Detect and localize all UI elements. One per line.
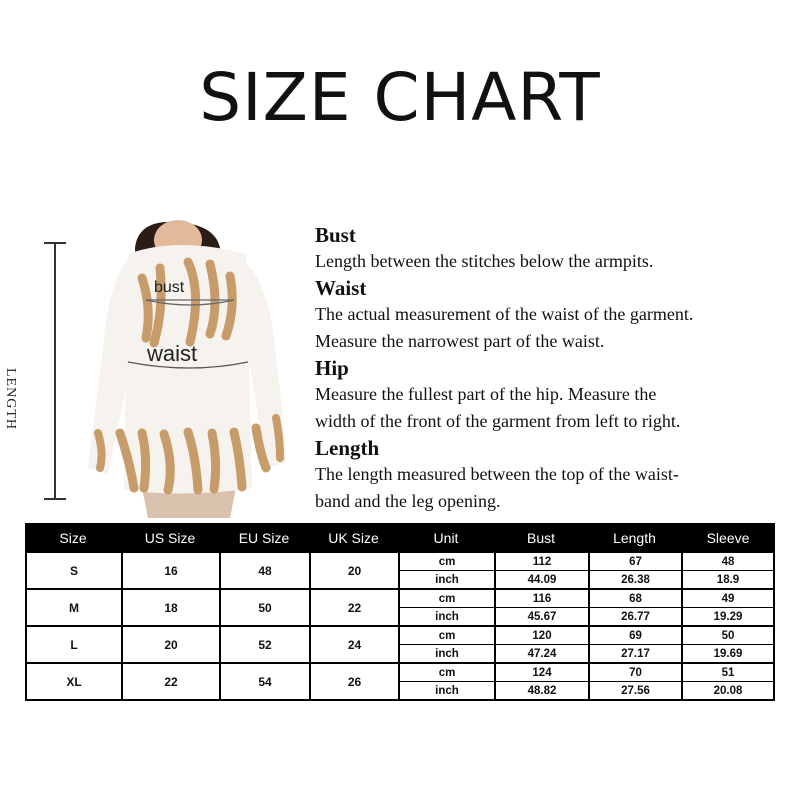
- table-body: [25, 553, 775, 701]
- us-size-cell: 18: [123, 590, 221, 625]
- bust-cell: 124: [496, 664, 590, 681]
- bust-cell: 48.82: [496, 682, 590, 699]
- size-table: [25, 523, 775, 701]
- sleeve-cell: 49: [721, 592, 735, 605]
- uk-size-cell: 24: [311, 627, 400, 662]
- unit-cell: cm: [400, 664, 496, 681]
- definition-text: Length between the stitches below the armpits.: [315, 251, 654, 271]
- table-row: [27, 588, 773, 625]
- length-cell: 69: [590, 627, 683, 644]
- definitions-list: [315, 222, 785, 515]
- uk-size-cell: 22: [311, 590, 400, 625]
- bust-cell: 47.24: [496, 645, 590, 662]
- model-sweater-image: [80, 218, 310, 518]
- eu-size-cell: 54: [221, 664, 311, 699]
- unit-cell: cm: [400, 590, 496, 607]
- length-measure-cap-bottom: [44, 498, 66, 500]
- bust-cell: 112: [496, 553, 590, 570]
- measurement-row: [400, 607, 773, 625]
- header-sleeve: Sleeve: [706, 530, 750, 546]
- definition-term: Length: [315, 436, 380, 460]
- sleeve-cell: 19.29: [713, 610, 743, 623]
- uk-size-cell: 20: [311, 553, 400, 588]
- definition-length: [315, 435, 785, 515]
- page-title: SIZE CHART: [199, 59, 601, 136]
- definition-term: Bust: [315, 223, 356, 247]
- garment-figure: [3, 218, 310, 518]
- us-size-cell: 22: [123, 664, 221, 699]
- waist-label: waist: [147, 341, 198, 366]
- unit-cell: cm: [400, 627, 496, 644]
- definition-term: Waist: [315, 276, 367, 300]
- measurement-block: [400, 664, 773, 699]
- definition-bust: [315, 222, 785, 275]
- unit-cell: inch: [400, 571, 496, 588]
- header-us-size: US Size: [144, 530, 196, 546]
- uk-size-cell: 26: [311, 664, 400, 699]
- definition-text: Measure the fullest part of the hip. Measure the: [315, 384, 657, 404]
- unit-cell: inch: [400, 682, 496, 699]
- length-cell: 68: [590, 590, 683, 607]
- measurement-row: [400, 570, 773, 588]
- length-cell: 27.17: [590, 645, 683, 662]
- sleeve-cell: 50: [721, 629, 735, 642]
- length-cell: 27.56: [590, 682, 683, 699]
- header-length: Length: [613, 530, 656, 546]
- measurement-block: [400, 627, 773, 662]
- sleeve-cell: 20.08: [713, 684, 743, 697]
- bust-label: bust: [154, 279, 185, 296]
- size-cell: XL: [27, 664, 123, 699]
- length-cell: 67: [590, 553, 683, 570]
- table-row: [27, 625, 773, 662]
- definition-text: The actual measurement of the waist of the garment.: [315, 304, 694, 324]
- table-header: [25, 523, 775, 553]
- header-size: Size: [59, 530, 87, 546]
- measurement-row: [400, 664, 773, 681]
- eu-size-cell: 48: [221, 553, 311, 588]
- measurement-row: [400, 627, 773, 644]
- measurement-row: [400, 553, 773, 570]
- bust-cell: 44.09: [496, 571, 590, 588]
- measurement-block: [400, 590, 773, 625]
- sleeve-cell: 48: [721, 555, 735, 568]
- definition-waist: [315, 275, 785, 355]
- definition-text: Measure the narrowest part of the waist.: [315, 331, 605, 351]
- bust-cell: 45.67: [496, 608, 590, 625]
- unit-cell: inch: [400, 645, 496, 662]
- measurement-row: [400, 681, 773, 699]
- header-uk-size: UK Size: [328, 530, 379, 546]
- definition-hip: [315, 355, 785, 435]
- header-eu-size: EU Size: [238, 530, 290, 546]
- sleeve-cell: 18.9: [716, 573, 740, 586]
- length-measure-cap-top: [44, 242, 66, 244]
- us-size-cell: 20: [123, 627, 221, 662]
- table-row: [27, 553, 773, 588]
- header-bust: Bust: [526, 530, 555, 546]
- size-cell: S: [27, 553, 123, 588]
- unit-cell: cm: [400, 553, 496, 570]
- us-size-cell: 16: [123, 553, 221, 588]
- length-cell: 70: [590, 664, 683, 681]
- bust-cell: 116: [496, 590, 590, 607]
- length-cell: 26.38: [590, 571, 683, 588]
- sleeve-cell: 19.69: [713, 647, 743, 660]
- definition-text: width of the front of the garment from left to right.: [315, 411, 681, 431]
- definition-term: Hip: [315, 356, 349, 380]
- length-cell: 26.77: [590, 608, 683, 625]
- bust-cell: 120: [496, 627, 590, 644]
- measurement-block: [400, 553, 773, 588]
- measurement-row: [400, 644, 773, 662]
- eu-size-cell: 52: [221, 627, 311, 662]
- table-row: [27, 662, 773, 699]
- definition-text: The length measured between the top of the waist-: [315, 464, 679, 484]
- measurement-row: [400, 590, 773, 607]
- unit-cell: inch: [400, 608, 496, 625]
- length-label: LENGTH: [3, 368, 18, 430]
- size-cell: M: [27, 590, 123, 625]
- eu-size-cell: 50: [221, 590, 311, 625]
- size-cell: L: [27, 627, 123, 662]
- sleeve-cell: 51: [721, 666, 735, 679]
- length-measure-line: [54, 242, 56, 500]
- definition-text: band and the leg opening.: [315, 491, 501, 511]
- header-unit: Unit: [433, 530, 459, 546]
